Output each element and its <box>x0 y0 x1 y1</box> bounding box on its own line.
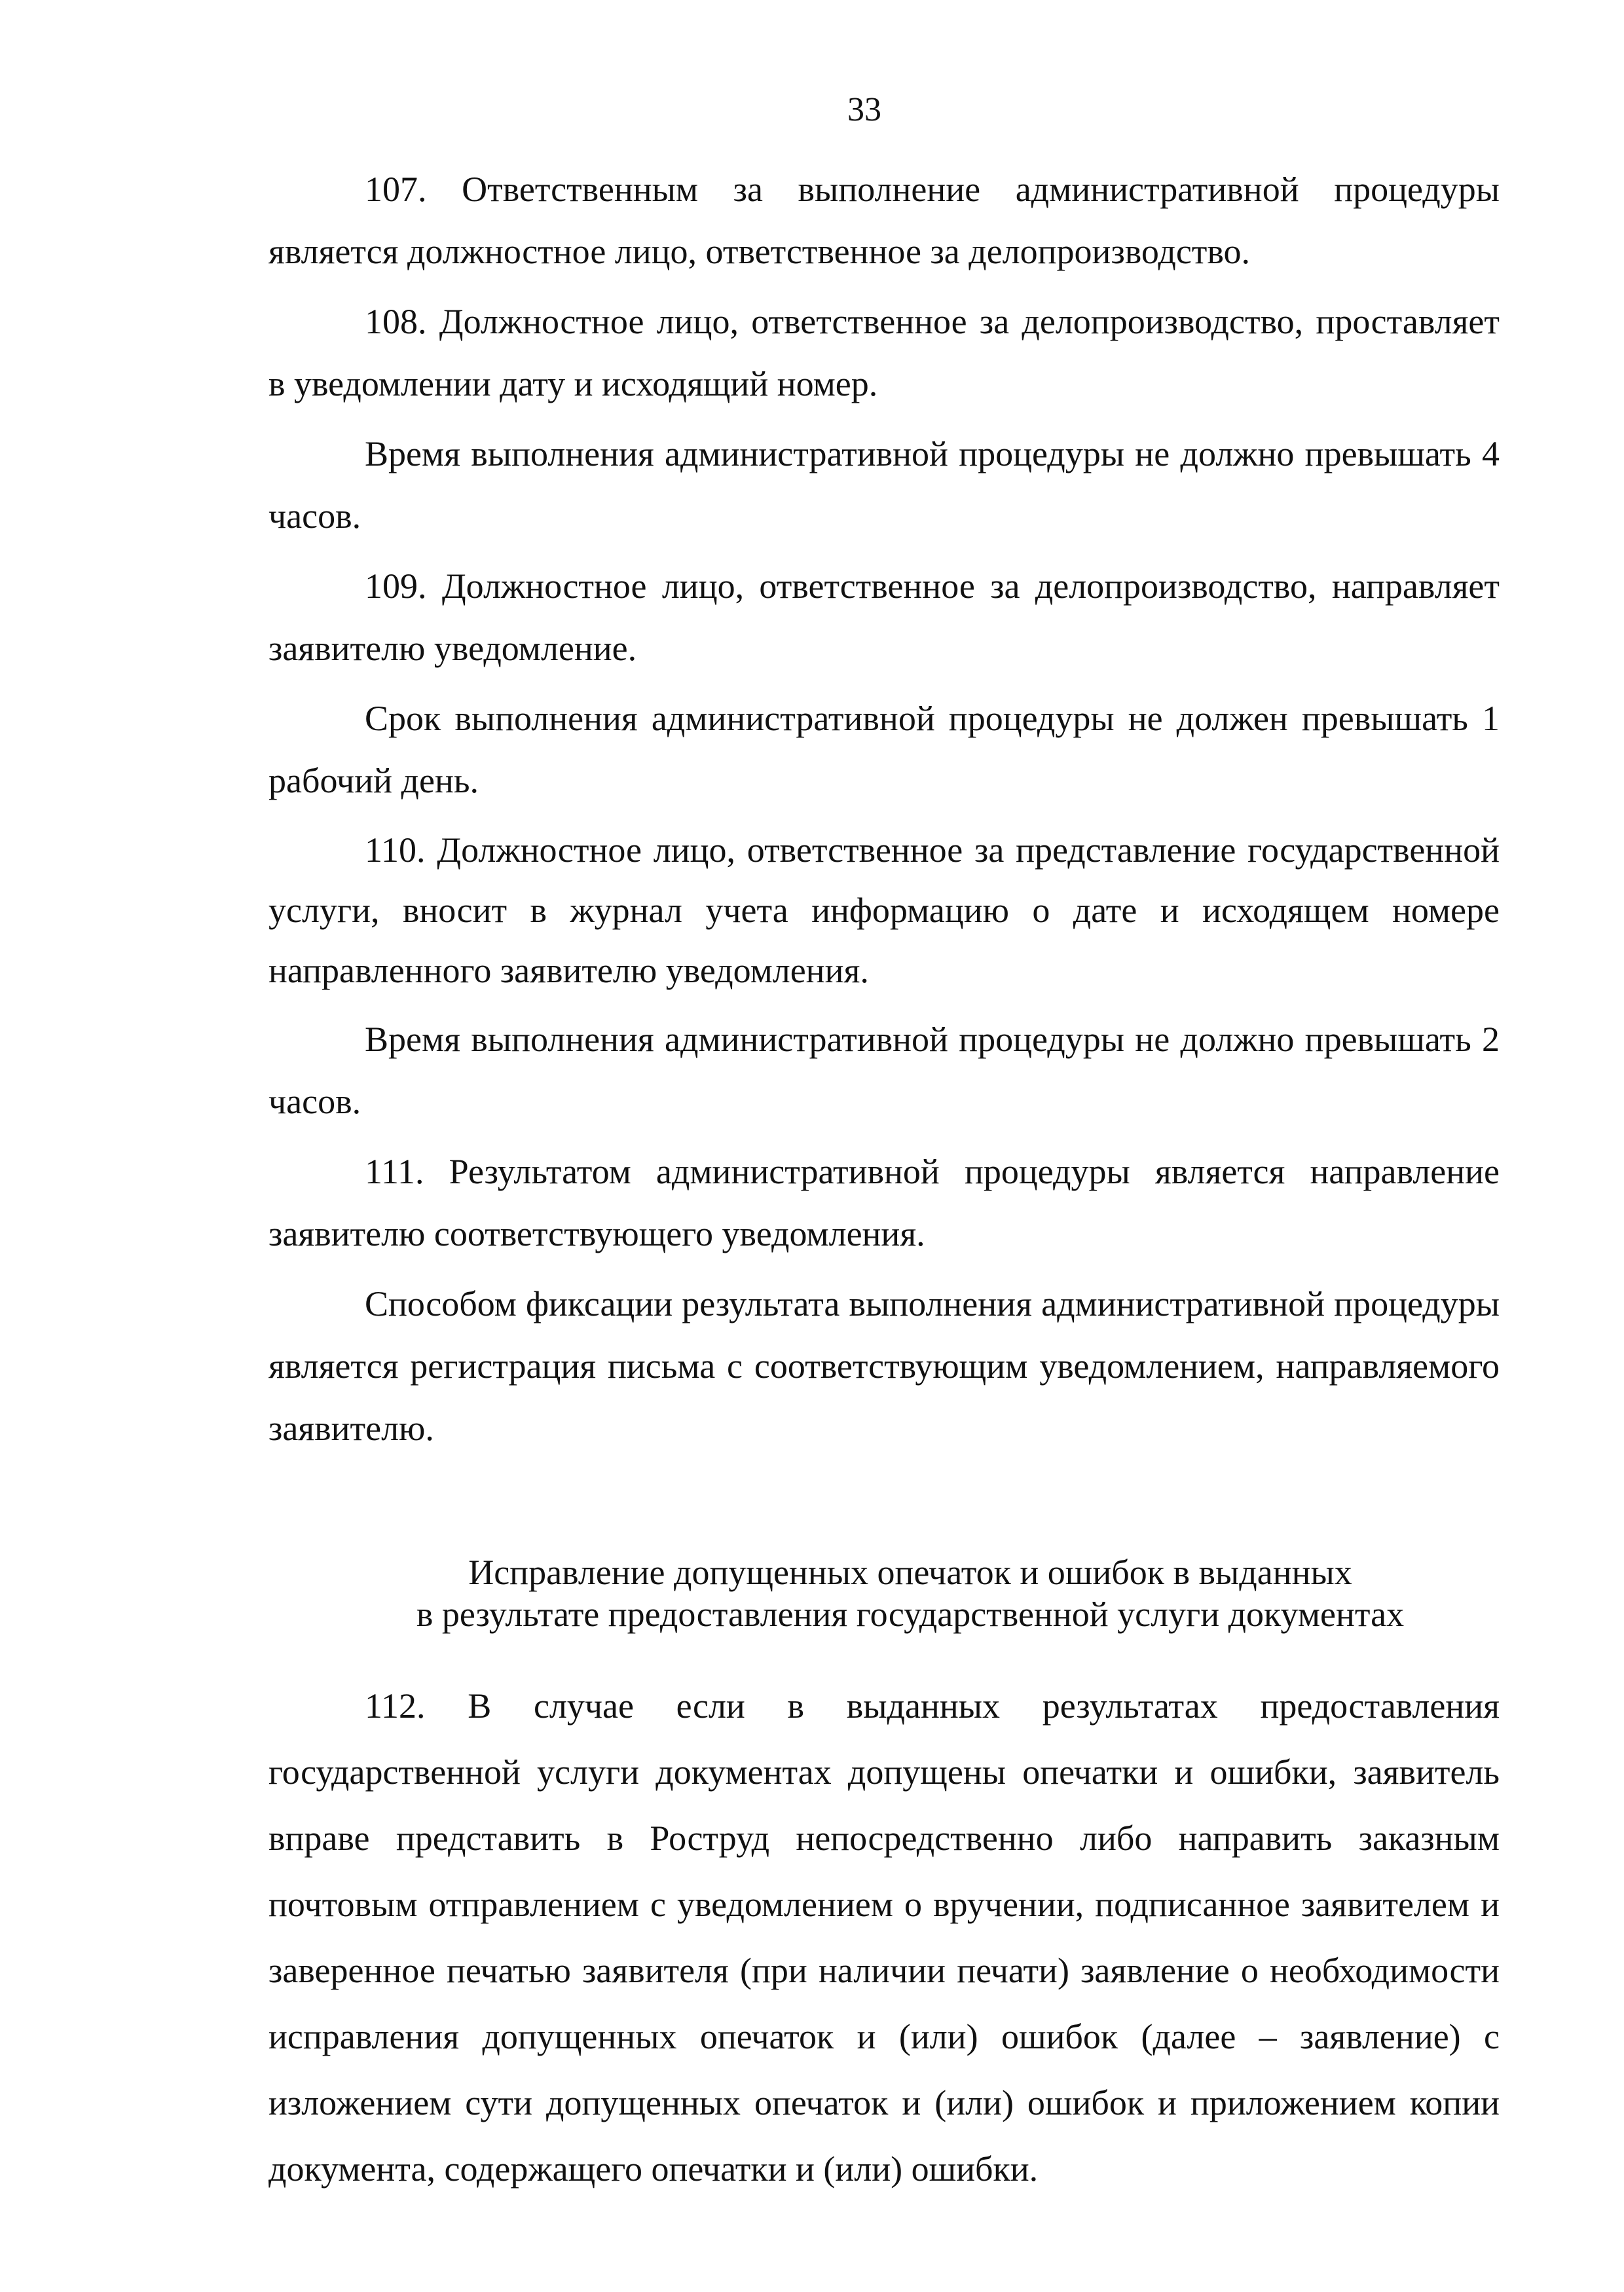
paragraph-112: 112. В случае если в выданных результатах предоставления государственной услуги документах допущены опечатки и ошибки, заявитель вправе представить в Роструд непосредственно либо направить заказным почтовым отправлением с уведомлением о вручении, подписанное заявителем и заверенное печатью заявителя (при наличии печати) заявление о необходимости исправления допущенных опечаток и (или) ошибок (далее – заявление) с изложением сути допущенных опечаток и (или) ошибок и приложением копии документа, содержащего опечатки и (или) ошибки. <box>268 1686 1500 2189</box>
document-body <box>268 158 1500 2202</box>
paragraph-110: 110. Должностное лицо, ответственное за представление государственной услуги, вносит в журнал учета информацию о дате и исходящем номере направленного заявителю уведомления. <box>268 830 1500 990</box>
section-heading <box>268 1551 1500 1635</box>
section-body <box>268 1673 1500 2202</box>
paragraph-111: 111. Результатом административной процедуры является направление заявителю соответствующего уведомления. <box>268 1152 1500 1253</box>
paragraph-111-fixation: Способом фиксации результата выполнения административной процедуры является регистрация письма с соответствующим уведомлением, направляемого заявителю. <box>268 1284 1500 1448</box>
page-number: 33 <box>847 91 881 128</box>
paragraph-108-time: Время выполнения административной процедуры не должно превышать 4 часов. <box>268 434 1500 536</box>
section-heading-line-1: Исправление допущенных опечаток и ошибок в выданных <box>468 1553 1352 1592</box>
paragraph-110-time: Время выполнения административной процедуры не должно превышать 2 часов. <box>268 1020 1500 1121</box>
section-heading-line-2: в результате предоставления государственной услуги документах <box>416 1595 1405 1634</box>
paragraph-107: 107. Ответственным за выполнение административной процедуры является должностное лицо, ответственное за делопроизводство. <box>268 170 1500 271</box>
paragraph-108: 108. Должностное лицо, ответственное за делопроизводство, проставляет в уведомлении дату и исходящий номер. <box>268 302 1500 403</box>
paragraph-109-term: Срок выполнения административной процедуры не должен превышать 1 рабочий день. <box>268 699 1500 800</box>
paragraph-109: 109. Должностное лицо, ответственное за делопроизводство, направляет заявителю уведомление. <box>268 566 1500 668</box>
